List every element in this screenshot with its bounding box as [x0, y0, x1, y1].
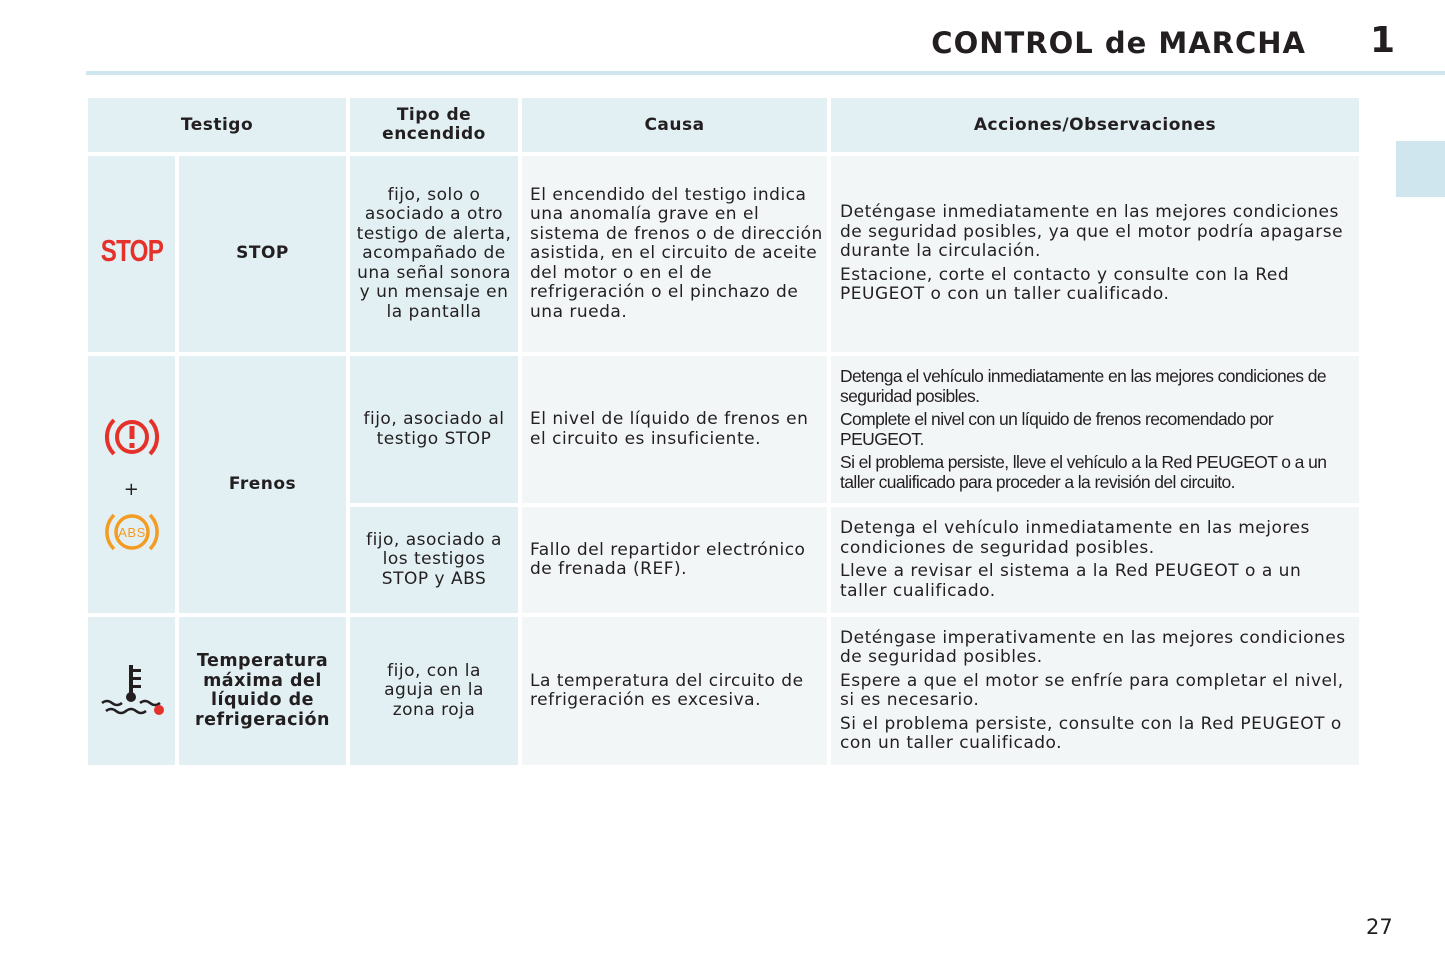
row-acciones: [831, 617, 1359, 765]
accion-text: Espere a que el motor se enfríe para completar el nivel, si es necesario.: [840, 670, 1344, 710]
accion-text: Deténgase inmediatamente en las mejores condiciones de seguridad posibles, ya que el motor podría apagarse durante la circulación.: [840, 202, 1344, 262]
row-name: Temperatura máxima del líquido de refrigeración: [179, 617, 346, 765]
chapter-number: 1: [1370, 20, 1396, 61]
table-row: [88, 356, 1359, 503]
header-acciones: Acciones/Observaciones: [831, 98, 1359, 152]
row-acciones: [831, 156, 1359, 352]
row-causa: El nivel de líquido de frenos en el circuito es insuficiente.: [522, 356, 827, 503]
row-causa: La temperatura del circuito de refrigeración es excesiva.: [522, 617, 827, 765]
row-causa: El encendido del testigo indica una anomalía grave en el sistema de frenos o de dirección asistida, en el circuito de aceite del motor o en el de refrigeración o el pinchazo de una rueda.: [522, 156, 827, 352]
accion-text: Si el problema persiste, lleve el vehículo a la Red PEUGEOT o a un taller cualificado para proceder a la revisión del circuito.: [840, 452, 1327, 492]
accion-text: Deténgase imperativamente en las mejores condiciones de seguridad posibles.: [840, 627, 1346, 667]
accion-text: Detenga el vehículo inmediatamente en las mejores condiciones de seguridad posibles.: [840, 366, 1326, 406]
brake-warning-icon: [102, 412, 162, 462]
header-testigo: Testigo: [88, 98, 346, 152]
header-tipo-line2: encendido: [382, 124, 486, 144]
brake-icons-cell: [88, 356, 175, 613]
abs-icon-label: ABS: [117, 525, 146, 541]
table-row: [88, 156, 1359, 352]
row-acciones: [831, 356, 1359, 503]
row-acciones: [831, 507, 1359, 613]
plus-sign: +: [123, 478, 140, 500]
row-tipo: fijo, solo o asociado a otro testigo de alerta, acompañado de una señal sonora y un mensaje en la pantalla: [350, 156, 518, 352]
table-row: [88, 617, 1359, 765]
page-number: 27: [1366, 915, 1393, 939]
accion-text: Detenga el vehículo inmediatamente en las mejores condiciones de seguridad posibles.: [840, 518, 1310, 558]
accion-text: Lleve a revisar el sistema a la Red PEUGEOT o a un taller cualificado.: [840, 561, 1302, 601]
row-tipo: fijo, con la aguja en la zona roja: [350, 617, 518, 765]
abs-warning-icon: [102, 507, 162, 557]
header-tipo-line1: Tipo de: [396, 105, 472, 125]
row-name: Frenos: [179, 356, 346, 613]
stop-icon-cell: [88, 156, 175, 352]
page-title: CONTROL de MARCHA: [931, 26, 1306, 60]
accion-text: Estacione, corte el contacto y consulte con la Red PEUGEOT o con un taller cualificado.: [840, 264, 1290, 305]
chapter-side-tab: [1396, 141, 1445, 197]
header-causa: Causa: [522, 98, 827, 152]
row-tipo: fijo, asociado a los testigos STOP y ABS: [350, 507, 518, 613]
row-tipo: fijo, asociado al testigo STOP: [350, 356, 518, 503]
coolant-icon-cell: [88, 617, 175, 765]
accion-text: Si el problema persiste, consulte con la Red PEUGEOT o con un taller cualificado.: [840, 713, 1342, 753]
stop-warning-icon: STOP: [100, 233, 163, 269]
row-name: STOP: [179, 156, 346, 352]
header-tipo: [350, 98, 518, 152]
table-header-row: [88, 98, 1359, 152]
row-causa: Fallo del repartidor electrónico de frenada (REF).: [522, 507, 827, 613]
warning-lights-table: [84, 94, 1363, 769]
coolant-temperature-icon: [96, 661, 168, 721]
accion-text: Complete el nivel con un líquido de frenos recomendado por PEUGEOT.: [840, 409, 1274, 449]
header-divider: [86, 71, 1445, 75]
